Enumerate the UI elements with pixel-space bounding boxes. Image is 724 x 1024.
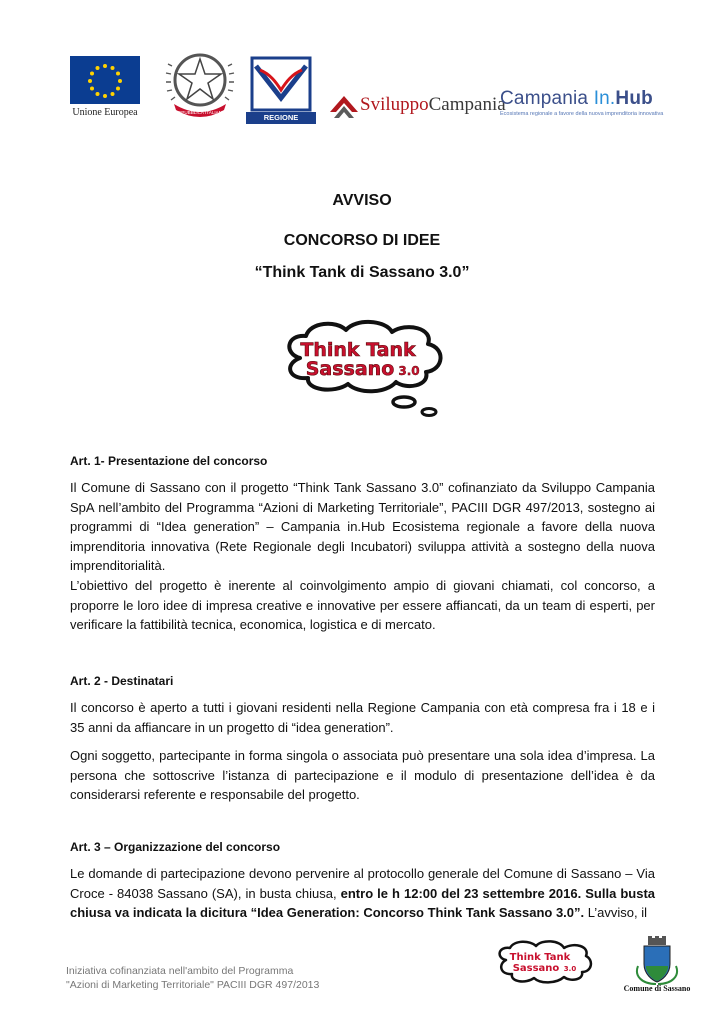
art3-text-end: L’avviso, il (584, 905, 648, 920)
hub-campania-word: Campania (500, 88, 594, 109)
eu-logo (70, 56, 140, 118)
comune-di-sassano-label: Comune di Sassano (623, 984, 691, 993)
regione-campania-logo (246, 56, 316, 134)
eu-label: Unione Europea (72, 107, 138, 118)
eu-flag-icon (70, 56, 140, 104)
art3-text-start: Le domande di partecipazione devono pervenire al protocollo generale del Comune di Sassano – Via Croce - 84038 Sassano (SA), in busta chiusa, (70, 866, 655, 901)
art1-title: Art. 1- Presentazione del concorso (70, 454, 268, 468)
campania-inhub-logo (500, 88, 700, 128)
think-tank-cloud-logo (278, 318, 448, 422)
art3-title: Art. 3 – Organizzazione del concorso (70, 840, 281, 854)
sviluppo-campania-logo (330, 92, 506, 122)
art1-paragraph-2: L’obiettivo del progetto è inerente al coinvolgimento ampio di giovani chiamati, col concorso, a proporre le loro idee di impresa creative e innovative per essere affiancati, da un team di esperti, per verificare la fattibilità tecnica, economica, logistica e di mercato. (70, 578, 655, 632)
art2-paragraph-1: Il concorso è aperto a tutti i giovani residenti nella Regione Campania con età compresa fra i 18 e i 35 anni da affiancare in un progetto di “idea generation”. (70, 700, 655, 735)
footer-line-2: "Azioni di Marketing Territoriale" PACIII DGR 497/2013 (66, 979, 320, 991)
art1-paragraph-1: Il Comune di Sassano con il progetto “Think Tank Sassano 3.0” cofinanziato da Sviluppo Campania SpA nell’ambito del Programma “Azioni di Marketing Territoriale”, PACIII DGR 497/2013, sostegno ai programmi di “Idea generation” – Campania in.Hub Ecosistema regionale a favore della nuova imprenditoria innovativa (Rete Regionale degli Incubatori) sviluppa attività a sostegno della nuova imprenditorialità. (70, 480, 655, 573)
art2-paragraph-2: Ogni soggetto, partecipante in forma singola o associata può presentare una sola idea d’impresa. La persona che sottoscrive l’istanza di partecipazione e il modulo di presentazione dell’idea è da considerarsi referente e responsabile del progetto. (70, 748, 655, 802)
repubblica-italiana-emblem (160, 44, 240, 124)
art3-paragraph-1 (70, 864, 655, 923)
cloud-line2: Sassano (305, 358, 395, 380)
heading-avviso: AVVISO (332, 192, 392, 209)
art2-title: Art. 2 - Destinatari (70, 674, 174, 688)
heading-concorso: CONCORSO DI IDEE (283, 232, 441, 249)
footer-cloud-line1: Think Tank (509, 952, 571, 963)
campania-word: Campania (428, 94, 506, 115)
regione-label: REGIONE CAMPANIA (246, 112, 316, 124)
footer-think-tank-logo (494, 940, 594, 986)
repubblica-text: REPUBBLICA ITALIANA (174, 110, 226, 115)
sviluppo-word: Sviluppo (360, 94, 429, 115)
hub-in-word: In. (593, 88, 616, 109)
footer-cloud-line2: Sassano (512, 963, 560, 974)
hub-hub-word: Hub (615, 88, 653, 109)
art3-text-bold: entro le h 12:00 del 23 settembre 2016. Sulla busta chiusa va indicata la dicitura “Idea Generation: Concorso Think Tank Sassano 3.0”. (70, 885, 655, 920)
heading-think-tank: “Think Tank di Sassano 3.0” (254, 264, 470, 281)
footer-line-1: Iniziativa cofinanziata nell'ambito del Programma (66, 965, 294, 977)
footer-cloud-version: 3.0 (563, 965, 577, 973)
footer-note (66, 964, 319, 992)
sviluppo-chevron-icon (330, 92, 358, 120)
hub-subtitle: Ecosistema regionale a favore della nuova imprenditoria innovativa (500, 111, 664, 117)
cloud-line1: Think Tank (300, 339, 416, 361)
cloud-version: 3.0 (398, 364, 420, 378)
